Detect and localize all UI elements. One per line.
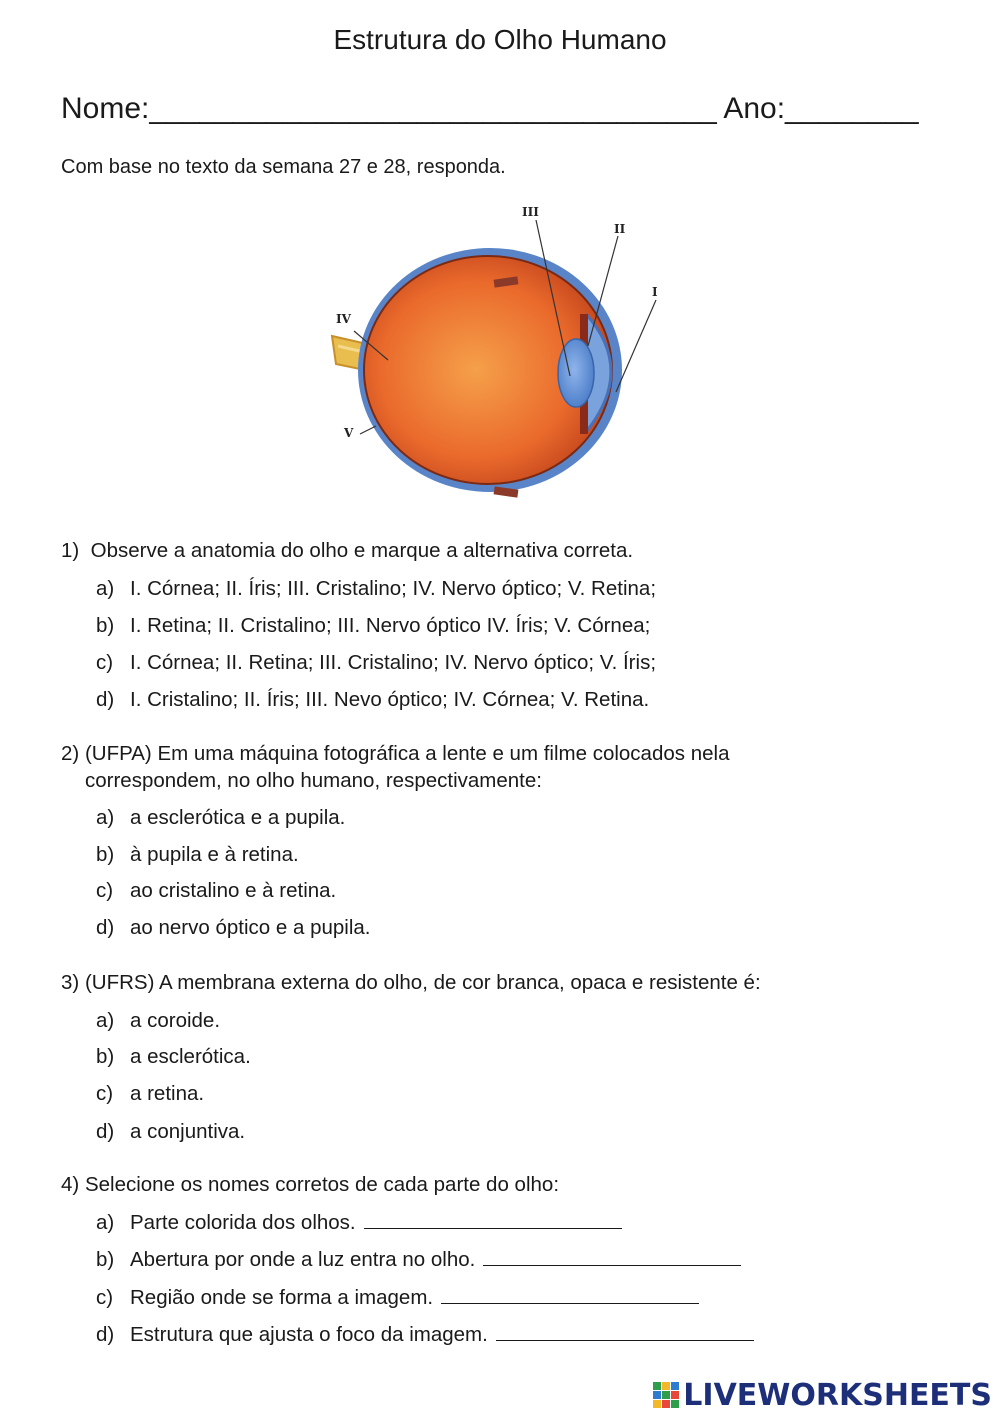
option-letter: d) (96, 688, 115, 711)
option-letter: b) (96, 614, 115, 637)
option-letter: c) (96, 879, 114, 902)
question-text: (UFRS) A membrana externa do olho, de cor branca, opaca e resistente é: (84, 971, 761, 994)
question-text: (UFPA) Em uma máquina fotográfica a lente e um filme colocados nela (84, 742, 730, 765)
q3-option-b[interactable] (96, 1045, 251, 1069)
option-text: Parte colorida dos olhos. (130, 1211, 356, 1234)
answer-blank-b[interactable] (483, 1247, 741, 1266)
option-text: I. Cristalino; II. Íris; III. Nevo óptico; IV. Córnea; V. Retina. (130, 688, 650, 711)
q3-option-a[interactable] (96, 1009, 220, 1033)
q2-option-b[interactable] (96, 843, 299, 867)
option-text: I. Córnea; II. Íris; III. Cristalino; IV. Nervo óptico; V. Retina; (130, 577, 657, 600)
q1-option-d[interactable] (96, 688, 649, 712)
option-letter: b) (96, 1045, 115, 1068)
q1-option-c[interactable] (96, 651, 656, 675)
question-2 (61, 742, 729, 766)
question-text: Observe a anatomia do olho e marque a alternativa correta. (90, 539, 634, 562)
option-letter: d) (96, 1323, 115, 1346)
label-v: V (344, 426, 354, 440)
option-text: à pupila e à retina. (130, 843, 299, 866)
option-letter: b) (96, 1248, 115, 1271)
option-text: I. Retina; II. Cristalino; III. Nervo óptico IV. Íris; V. Córnea; (130, 614, 651, 637)
option-letter: a) (96, 577, 115, 600)
option-letter: a) (96, 806, 115, 829)
option-letter: a) (96, 1009, 115, 1032)
option-letter: c) (96, 651, 114, 674)
option-letter: a) (96, 1211, 115, 1234)
q1-option-a[interactable] (96, 577, 656, 601)
option-text: a conjuntiva. (130, 1120, 246, 1143)
year-blank[interactable]: ________ (785, 92, 919, 125)
label-iv: IV (336, 312, 351, 326)
q3-option-c[interactable] (96, 1082, 204, 1106)
option-text: a esclerótica e a pupila. (130, 806, 346, 829)
option-letter: d) (96, 916, 115, 939)
liveworksheets-logo (653, 1378, 992, 1413)
question-text: Selecione os nomes corretos de cada parte do olho: (84, 1173, 560, 1196)
option-text: a retina. (130, 1082, 205, 1105)
question-number: 3) (61, 971, 80, 994)
year-label: Ano: (723, 92, 786, 125)
option-text: Abertura por onde a luz entra no olho. (130, 1248, 476, 1271)
option-text: Estrutura que ajusta o foco da imagem. (130, 1323, 488, 1346)
answer-blank-c[interactable] (441, 1285, 699, 1304)
question-number: 1) (61, 539, 80, 562)
option-letter: c) (96, 1286, 114, 1309)
page-title: Estrutura do Olho Humano (333, 24, 667, 55)
eye-anatomy-diagram (318, 196, 690, 514)
option-letter: c) (96, 1082, 114, 1105)
option-text: I. Córnea; II. Retina; III. Cristalino; IV. Nervo óptico; V. Íris; (130, 651, 657, 674)
question-3 (61, 971, 761, 995)
label-i: I (652, 285, 658, 299)
option-text: Região onde se forma a imagem. (130, 1286, 434, 1309)
question-4 (61, 1173, 559, 1197)
q4-option-a (96, 1210, 622, 1235)
q4-option-b (96, 1247, 741, 1272)
question-number: 4) (61, 1173, 80, 1196)
q2-option-c[interactable] (96, 879, 336, 903)
option-text: a coroide. (130, 1009, 221, 1032)
option-text: ao nervo óptico e a pupila. (130, 916, 371, 939)
answer-blank-a[interactable] (364, 1210, 622, 1229)
question-2-continued: correspondem, no olho humano, respectivamente: (85, 769, 542, 792)
instructions: Com base no texto da semana 27 e 28, responda. (61, 156, 506, 178)
answer-blank-d[interactable] (496, 1322, 754, 1341)
question-1 (61, 539, 633, 563)
brand-text: LIVEWORKSHEETS (683, 1378, 992, 1413)
option-letter: d) (96, 1120, 115, 1143)
name-label: Nome: (61, 92, 150, 125)
label-iii: III (522, 205, 539, 219)
lens (558, 339, 594, 407)
option-text: a esclerótica. (130, 1045, 251, 1068)
label-ii: II (614, 222, 626, 236)
option-letter: b) (96, 843, 115, 866)
q3-option-d[interactable] (96, 1120, 245, 1144)
q4-option-c (96, 1285, 699, 1310)
option-text: ao cristalino e à retina. (130, 879, 337, 902)
q2-option-a[interactable] (96, 806, 345, 830)
q1-option-b[interactable] (96, 614, 650, 638)
question-number: 2) (61, 742, 80, 765)
q2-option-d[interactable] (96, 916, 370, 940)
name-blank[interactable]: __________________________________ (149, 92, 717, 125)
q4-option-d (96, 1322, 754, 1347)
student-header (61, 92, 919, 126)
liveworksheets-logo-icon (653, 1382, 679, 1408)
